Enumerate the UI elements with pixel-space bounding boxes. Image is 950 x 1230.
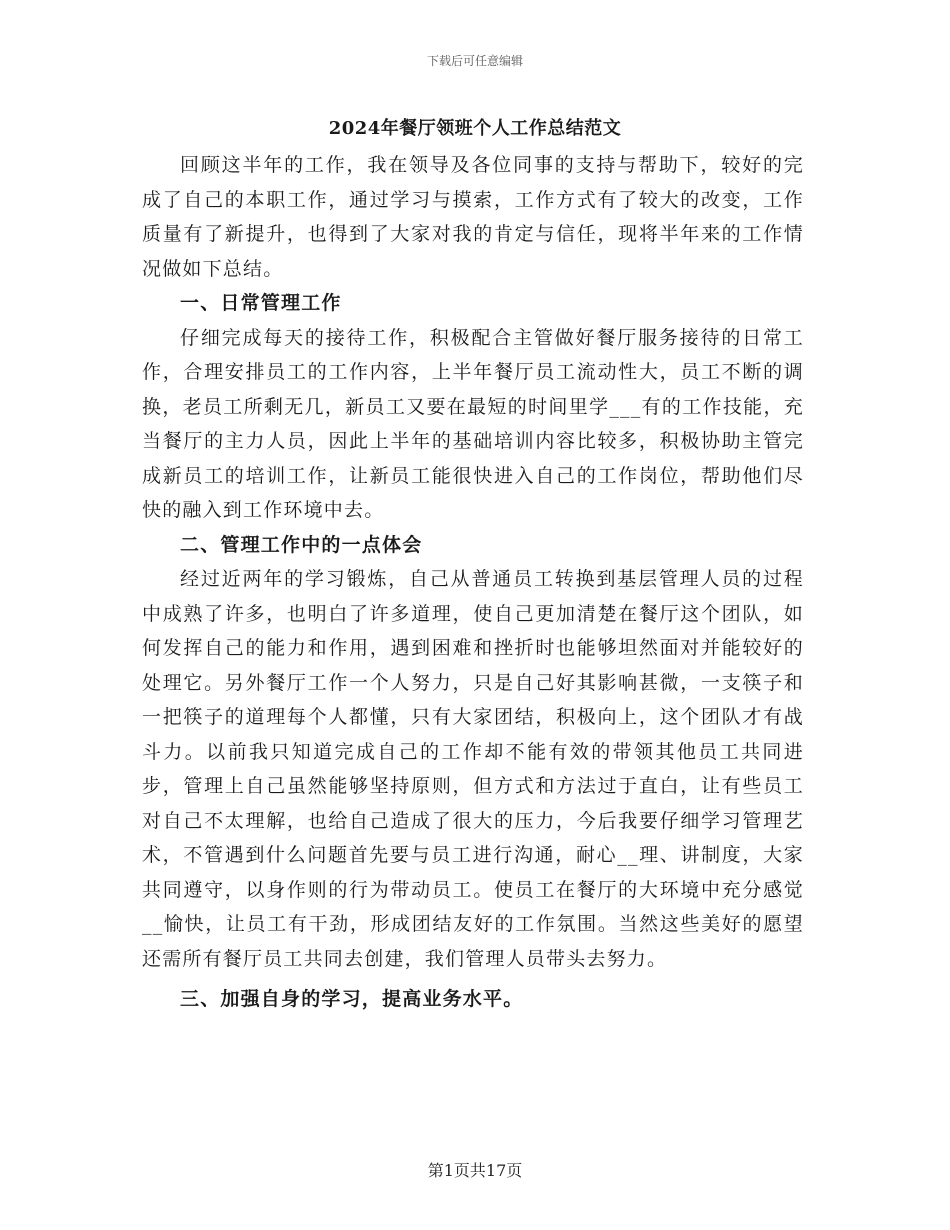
intro-paragraph: 回顾这半年的工作，我在领导及各位同事的支持与帮助下，较好的完成了自己的本职工作，通过学习与摸索，工作方式有了较大的改变，工作质量有了新提升，也得到了大家对我的肯定与信任，现将半年来的工作情况做如下总结。: [142, 154, 804, 280]
section-2-paragraph: 经过近两年的学习锻炼，自己从普通员工转换到基层管理人员的过程中成熟了许多，也明白了许多道理，使自己更加清楚在餐厅这个团队，如何发挥自己的能力和作用，遇到困难和挫折时也能够坦然面对并能较好的处理它。另外餐厅工作一个人努力，只是自己好其影响甚微，一支筷子和一把筷子的道理每个人都懂，只有大家团结，积极向上，这个团队才有战斗力。以前我只知道完成自己的工作却不能有效的带领其他员工共同进步，管理上自己虽然能够坚持原则，但方式和方法过于直白，让有些员工对自己不太理解，也给自己造成了很大的压力，今后我要仔细学习管理艺术，不管遇到什么问题首先要与员工进行沟通，耐心__理、讲制度，大家共同遵守，以身作则的行为带动员工。使员工在餐厅的大环境中充分感觉__愉快，让员工有干劲，形成团结友好的工作氛围。当然这些美好的愿望还需所有餐厅员工共同去创建，我们管理人员带头去努力。: [142, 568, 804, 970]
document-body: [142, 148, 804, 1017]
document-title: 2024年餐厅领班个人工作总结范文: [328, 118, 622, 139]
section-heading-3: 三、加强自身的学习，提高业务水平。: [180, 988, 524, 1010]
page-number: 第1页共17页: [427, 1161, 523, 1180]
section-heading-1: 一、日常管理工作: [180, 292, 342, 314]
page-header-note: 下载后可任意编辑: [426, 54, 523, 68]
section-heading-2: 二、管理工作中的一点体会: [180, 533, 423, 556]
section-1-paragraph: 仔细完成每天的接待工作，积极配合主管做好餐厅服务接待的日常工作，合理安排员工的工作内容，上半年餐厅员工流动性大，员工不断的调换，老员工所剩无几，新员工又要在最短的时间里学___有的工作技能，充当餐厅的主力人员，因此上半年的基础培训内容比较多，积极协助主管完成新员工的培训工作，让新员工能很快进入自己的工作岗位，帮助他们尽快的融入到工作环境中去。: [142, 326, 804, 521]
